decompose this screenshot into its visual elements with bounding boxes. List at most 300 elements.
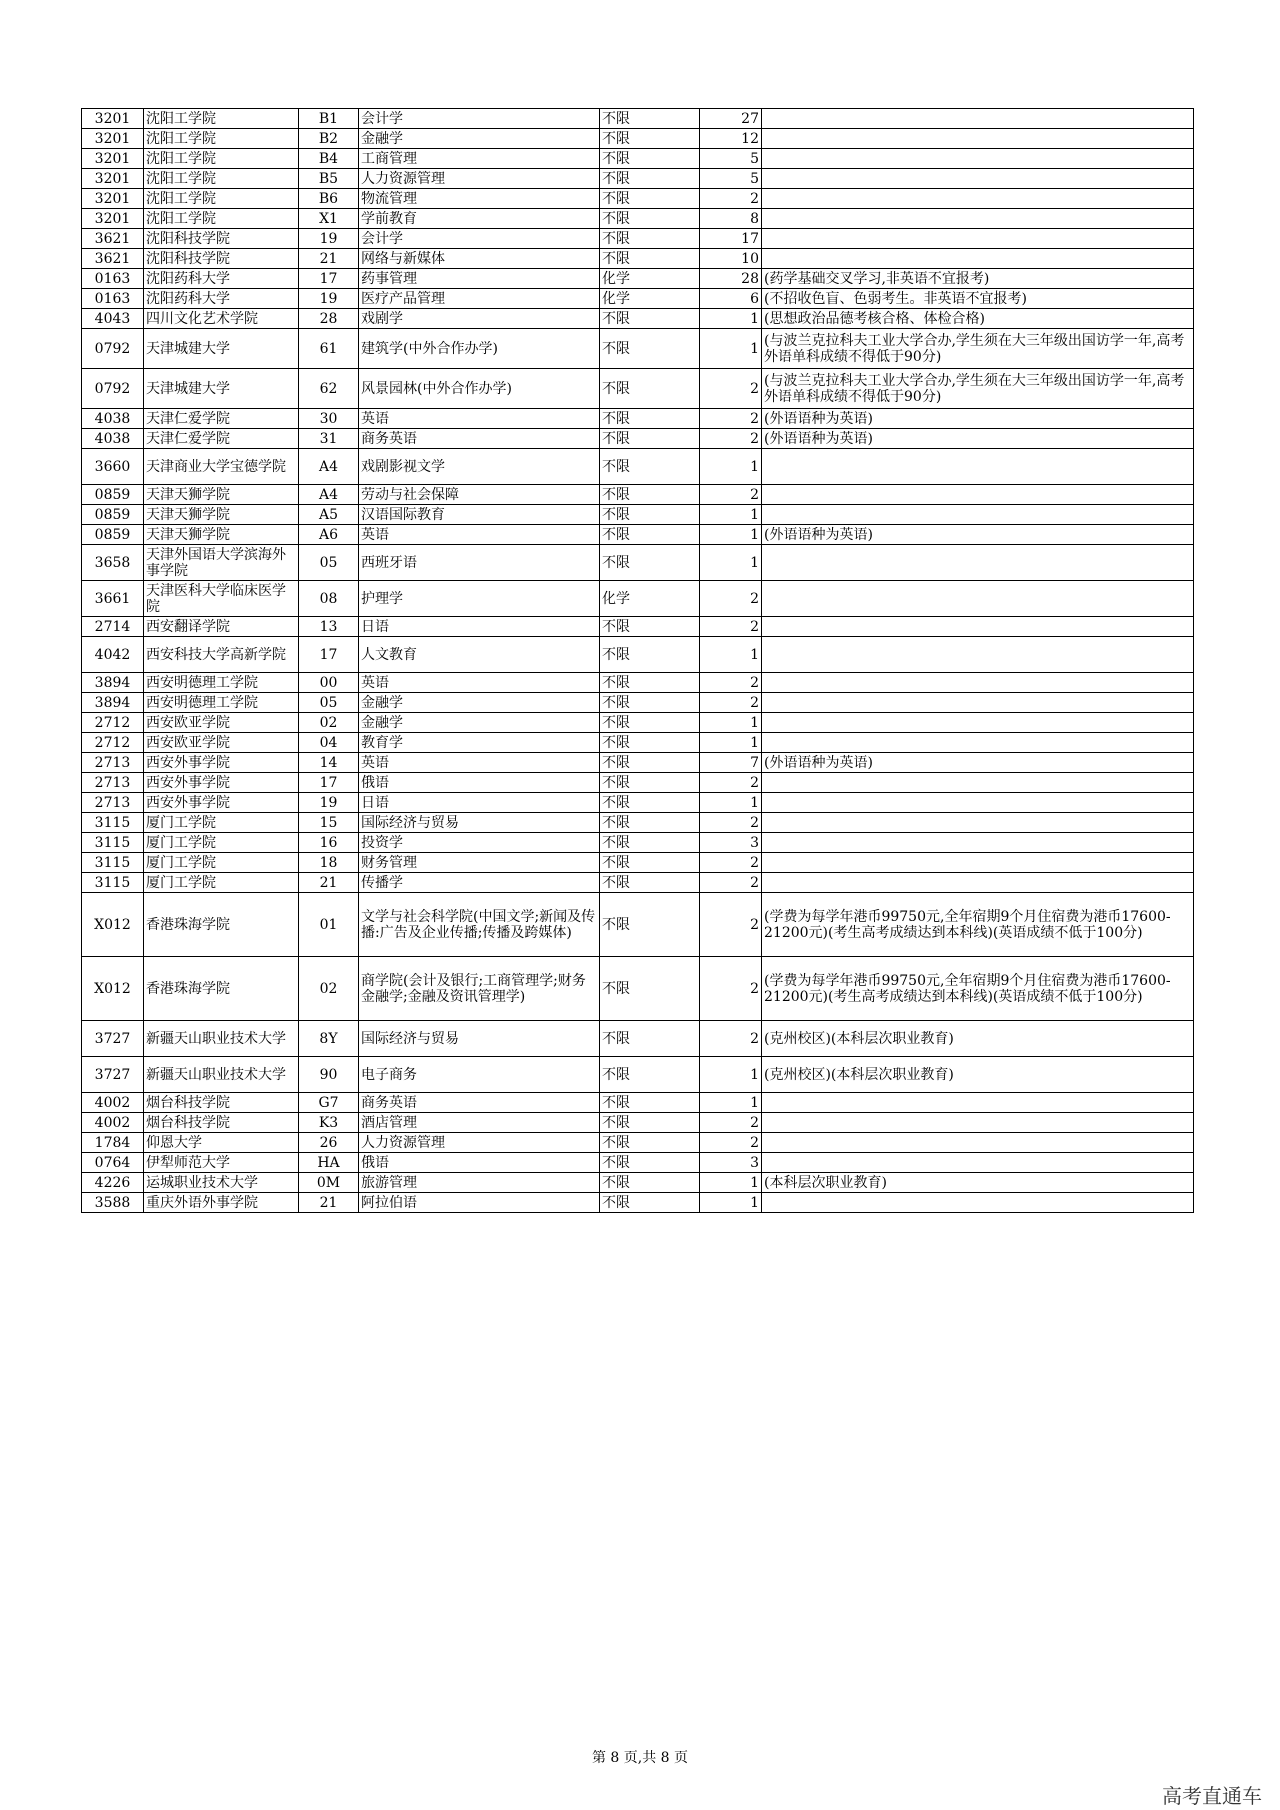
table-row	[82, 581, 1194, 617]
remark-cell	[762, 617, 1194, 637]
school-code-cell: 0163	[82, 289, 144, 309]
major-name-cell: 风景园林(中外合作办学)	[359, 369, 600, 409]
major-name-cell: 英语	[359, 673, 600, 693]
remark-cell	[762, 209, 1194, 229]
table-row	[82, 793, 1194, 813]
table-body	[82, 109, 1194, 1213]
remark-cell	[762, 1093, 1194, 1113]
major-code-cell: 19	[299, 793, 359, 813]
subject-requirement-cell: 不限	[600, 129, 700, 149]
school-name-cell: 沈阳药科大学	[144, 269, 299, 289]
major-name-cell: 戏剧学	[359, 309, 600, 329]
subject-requirement-cell: 不限	[600, 545, 700, 581]
plan-count-cell: 1	[700, 637, 762, 673]
school-name-cell: 天津城建大学	[144, 329, 299, 369]
major-code-cell: 05	[299, 545, 359, 581]
subject-requirement-cell: 不限	[600, 1057, 700, 1093]
major-name-cell: 商务英语	[359, 1093, 600, 1113]
subject-requirement-cell: 不限	[600, 109, 700, 129]
school-name-cell: 烟台科技学院	[144, 1113, 299, 1133]
table-row	[82, 289, 1194, 309]
subject-requirement-cell: 不限	[600, 525, 700, 545]
table-row	[82, 149, 1194, 169]
remark-cell: (外语语种为英语)	[762, 429, 1194, 449]
school-name-cell: 天津外国语大学滨海外事学院	[144, 545, 299, 581]
subject-requirement-cell: 不限	[600, 189, 700, 209]
subject-requirement-cell: 不限	[600, 693, 700, 713]
table-row	[82, 1193, 1194, 1213]
major-name-cell: 戏剧影视文学	[359, 449, 600, 485]
school-code-cell: 4226	[82, 1173, 144, 1193]
major-name-cell: 西班牙语	[359, 545, 600, 581]
plan-count-cell: 17	[700, 229, 762, 249]
remark-cell	[762, 713, 1194, 733]
major-name-cell: 工商管理	[359, 149, 600, 169]
remark-cell	[762, 773, 1194, 793]
remark-cell	[762, 485, 1194, 505]
school-code-cell: 2714	[82, 617, 144, 637]
table-row	[82, 249, 1194, 269]
school-code-cell: 2712	[82, 733, 144, 753]
school-name-cell: 伊犁师范大学	[144, 1153, 299, 1173]
school-name-cell: 厦门工学院	[144, 873, 299, 893]
major-code-cell: 61	[299, 329, 359, 369]
remark-cell	[762, 545, 1194, 581]
school-name-cell: 沈阳工学院	[144, 149, 299, 169]
remark-cell	[762, 853, 1194, 873]
major-name-cell: 文学与社会科学院(中国文学;新闻及传播:广告及企业传播;传播及跨媒体)	[359, 893, 600, 957]
school-code-cell: 3621	[82, 249, 144, 269]
major-code-cell: X1	[299, 209, 359, 229]
major-code-cell: 21	[299, 873, 359, 893]
school-name-cell: 天津仁爱学院	[144, 429, 299, 449]
subject-requirement-cell: 不限	[600, 853, 700, 873]
plan-count-cell: 1	[700, 505, 762, 525]
school-code-cell: 3115	[82, 833, 144, 853]
major-code-cell: 19	[299, 229, 359, 249]
subject-requirement-cell: 不限	[600, 617, 700, 637]
school-code-cell: 3658	[82, 545, 144, 581]
subject-requirement-cell: 不限	[600, 1093, 700, 1113]
major-name-cell: 网络与新媒体	[359, 249, 600, 269]
plan-count-cell: 1	[700, 525, 762, 545]
plan-count-cell: 1	[700, 1173, 762, 1193]
plan-count-cell: 1	[700, 309, 762, 329]
plan-count-cell: 1	[700, 1093, 762, 1113]
school-code-cell: 4002	[82, 1093, 144, 1113]
major-code-cell: B5	[299, 169, 359, 189]
major-code-cell: 26	[299, 1133, 359, 1153]
school-code-cell: 4002	[82, 1113, 144, 1133]
remark-cell: (与波兰克拉科夫工业大学合办,学生须在大三年级出国访学一年,高考外语单科成绩不得低于90分)	[762, 329, 1194, 369]
major-code-cell: B4	[299, 149, 359, 169]
major-name-cell: 物流管理	[359, 189, 600, 209]
table-row	[82, 409, 1194, 429]
major-code-cell: 17	[299, 269, 359, 289]
remark-cell	[762, 129, 1194, 149]
plan-count-cell: 2	[700, 429, 762, 449]
plan-count-cell: 1	[700, 329, 762, 369]
major-code-cell: 18	[299, 853, 359, 873]
school-name-cell: 香港珠海学院	[144, 893, 299, 957]
major-name-cell: 英语	[359, 753, 600, 773]
remark-cell	[762, 673, 1194, 693]
remark-cell	[762, 637, 1194, 673]
school-code-cell: 0764	[82, 1153, 144, 1173]
subject-requirement-cell: 不限	[600, 733, 700, 753]
major-code-cell: 02	[299, 713, 359, 733]
plan-count-cell: 1	[700, 793, 762, 813]
plan-count-cell: 1	[700, 733, 762, 753]
table-row	[82, 329, 1194, 369]
major-code-cell: G7	[299, 1093, 359, 1113]
major-name-cell: 会计学	[359, 229, 600, 249]
plan-count-cell: 2	[700, 1113, 762, 1133]
school-code-cell: 3894	[82, 693, 144, 713]
school-name-cell: 沈阳工学院	[144, 169, 299, 189]
school-name-cell: 香港珠海学院	[144, 957, 299, 1021]
table-row	[82, 813, 1194, 833]
plan-count-cell: 2	[700, 813, 762, 833]
school-name-cell: 西安明德理工学院	[144, 693, 299, 713]
plan-count-cell: 2	[700, 957, 762, 1021]
plan-count-cell: 10	[700, 249, 762, 269]
plan-count-cell: 2	[700, 853, 762, 873]
school-name-cell: 沈阳工学院	[144, 209, 299, 229]
major-name-cell: 药事管理	[359, 269, 600, 289]
subject-requirement-cell: 不限	[600, 409, 700, 429]
school-name-cell: 天津医科大学临床医学院	[144, 581, 299, 617]
table-row	[82, 229, 1194, 249]
major-name-cell: 金融学	[359, 129, 600, 149]
remark-cell	[762, 693, 1194, 713]
school-name-cell: 天津城建大学	[144, 369, 299, 409]
major-name-cell: 财务管理	[359, 853, 600, 873]
table-row	[82, 505, 1194, 525]
table-row	[82, 1057, 1194, 1093]
subject-requirement-cell: 不限	[600, 957, 700, 1021]
subject-requirement-cell: 不限	[600, 773, 700, 793]
school-code-cell: 0859	[82, 485, 144, 505]
table-row	[82, 673, 1194, 693]
remark-cell: (思想政治品德考核合格、体检合格)	[762, 309, 1194, 329]
remark-cell	[762, 449, 1194, 485]
major-code-cell: 90	[299, 1057, 359, 1093]
plan-count-cell: 3	[700, 833, 762, 853]
remark-cell	[762, 505, 1194, 525]
major-name-cell: 人文教育	[359, 637, 600, 673]
school-code-cell: 0163	[82, 269, 144, 289]
major-code-cell: 30	[299, 409, 359, 429]
table-row	[82, 617, 1194, 637]
table-row	[82, 169, 1194, 189]
plan-count-cell: 2	[700, 485, 762, 505]
major-name-cell: 会计学	[359, 109, 600, 129]
major-code-cell: 14	[299, 753, 359, 773]
school-code-cell: 3660	[82, 449, 144, 485]
table-row	[82, 1093, 1194, 1113]
table-row	[82, 545, 1194, 581]
school-code-cell: 2713	[82, 793, 144, 813]
school-name-cell: 西安外事学院	[144, 793, 299, 813]
school-name-cell: 天津商业大学宝德学院	[144, 449, 299, 485]
major-name-cell: 日语	[359, 617, 600, 637]
school-code-cell: 3201	[82, 189, 144, 209]
school-code-cell: 3727	[82, 1057, 144, 1093]
major-name-cell: 俄语	[359, 1153, 600, 1173]
page-number: 第 8 页,共 8 页	[591, 1750, 689, 1766]
school-name-cell: 西安外事学院	[144, 773, 299, 793]
table-row	[82, 369, 1194, 409]
plan-count-cell: 27	[700, 109, 762, 129]
school-code-cell: 3201	[82, 129, 144, 149]
major-code-cell: 31	[299, 429, 359, 449]
remark-cell	[762, 1133, 1194, 1153]
school-name-cell: 天津天狮学院	[144, 505, 299, 525]
major-name-cell: 电子商务	[359, 1057, 600, 1093]
table-row	[82, 449, 1194, 485]
watermark: 高考直通车	[1162, 1784, 1262, 1808]
plan-count-cell: 1	[700, 449, 762, 485]
remark-cell	[762, 189, 1194, 209]
school-name-cell: 运城职业技术大学	[144, 1173, 299, 1193]
major-code-cell: B6	[299, 189, 359, 209]
subject-requirement-cell: 不限	[600, 753, 700, 773]
remark-cell	[762, 109, 1194, 129]
remark-cell: (药学基础交叉学习,非英语不宜报考)	[762, 269, 1194, 289]
school-name-cell: 西安翻译学院	[144, 617, 299, 637]
subject-requirement-cell: 不限	[600, 1193, 700, 1213]
subject-requirement-cell: 不限	[600, 169, 700, 189]
remark-cell	[762, 793, 1194, 813]
remark-cell	[762, 1193, 1194, 1213]
major-name-cell: 教育学	[359, 733, 600, 753]
plan-count-cell: 2	[700, 581, 762, 617]
school-name-cell: 沈阳科技学院	[144, 249, 299, 269]
subject-requirement-cell: 不限	[600, 429, 700, 449]
major-code-cell: 00	[299, 673, 359, 693]
school-name-cell: 厦门工学院	[144, 853, 299, 873]
major-code-cell: 15	[299, 813, 359, 833]
table-row	[82, 893, 1194, 957]
subject-requirement-cell: 不限	[600, 713, 700, 733]
plan-count-cell: 2	[700, 693, 762, 713]
table-row	[82, 309, 1194, 329]
school-name-cell: 仰恩大学	[144, 1133, 299, 1153]
plan-count-cell: 12	[700, 129, 762, 149]
plan-count-cell: 1	[700, 713, 762, 733]
school-name-cell: 新疆天山职业技术大学	[144, 1057, 299, 1093]
school-code-cell: 3621	[82, 229, 144, 249]
school-code-cell: 3201	[82, 109, 144, 129]
subject-requirement-cell: 化学	[600, 581, 700, 617]
subject-requirement-cell: 不限	[600, 329, 700, 369]
major-code-cell: 19	[299, 289, 359, 309]
remark-cell	[762, 581, 1194, 617]
major-name-cell: 商学院(会计及银行;工商管理学;财务金融学;金融及资讯管理学)	[359, 957, 600, 1021]
remark-cell	[762, 833, 1194, 853]
major-code-cell: A4	[299, 449, 359, 485]
school-code-cell: X012	[82, 893, 144, 957]
remark-cell: (外语语种为英语)	[762, 525, 1194, 545]
school-name-cell: 天津仁爱学院	[144, 409, 299, 429]
major-name-cell: 建筑学(中外合作办学)	[359, 329, 600, 369]
major-name-cell: 阿拉伯语	[359, 1193, 600, 1213]
remark-cell: (与波兰克拉科夫工业大学合办,学生须在大三年级出国访学一年,高考外语单科成绩不得低于90分)	[762, 369, 1194, 409]
school-code-cell: 0792	[82, 329, 144, 369]
plan-count-cell: 1	[700, 545, 762, 581]
subject-requirement-cell: 不限	[600, 149, 700, 169]
major-name-cell: 金融学	[359, 693, 600, 713]
plan-count-cell: 2	[700, 189, 762, 209]
table-row	[82, 525, 1194, 545]
major-name-cell: 护理学	[359, 581, 600, 617]
plan-count-cell: 2	[700, 617, 762, 637]
major-code-cell: A6	[299, 525, 359, 545]
major-name-cell: 英语	[359, 525, 600, 545]
school-code-cell: 3201	[82, 209, 144, 229]
major-code-cell: 02	[299, 957, 359, 1021]
major-name-cell: 国际经济与贸易	[359, 813, 600, 833]
major-code-cell: 62	[299, 369, 359, 409]
major-name-cell: 英语	[359, 409, 600, 429]
admission-plan-table	[81, 108, 1194, 1213]
subject-requirement-cell: 不限	[600, 813, 700, 833]
remark-cell	[762, 733, 1194, 753]
table-row	[82, 209, 1194, 229]
subject-requirement-cell: 不限	[600, 1021, 700, 1057]
table-row	[82, 129, 1194, 149]
school-code-cell: 3727	[82, 1021, 144, 1057]
major-code-cell: 16	[299, 833, 359, 853]
school-name-cell: 天津天狮学院	[144, 525, 299, 545]
school-code-cell: 3115	[82, 853, 144, 873]
subject-requirement-cell: 不限	[600, 637, 700, 673]
major-code-cell: 21	[299, 1193, 359, 1213]
table-row	[82, 833, 1194, 853]
school-name-cell: 烟台科技学院	[144, 1093, 299, 1113]
major-code-cell: 8Y	[299, 1021, 359, 1057]
major-code-cell: A4	[299, 485, 359, 505]
subject-requirement-cell: 不限	[600, 449, 700, 485]
major-name-cell: 日语	[359, 793, 600, 813]
major-name-cell: 医疗产品管理	[359, 289, 600, 309]
school-name-cell: 西安外事学院	[144, 753, 299, 773]
school-code-cell: 3894	[82, 673, 144, 693]
school-code-cell: 2712	[82, 713, 144, 733]
table-row	[82, 873, 1194, 893]
major-name-cell: 人力资源管理	[359, 169, 600, 189]
plan-count-cell: 28	[700, 269, 762, 289]
plan-count-cell: 1	[700, 1193, 762, 1213]
plan-count-cell: 2	[700, 773, 762, 793]
remark-cell	[762, 873, 1194, 893]
table-row	[82, 713, 1194, 733]
major-code-cell: 04	[299, 733, 359, 753]
remark-cell	[762, 1153, 1194, 1173]
school-code-cell: 3115	[82, 873, 144, 893]
plan-count-cell: 8	[700, 209, 762, 229]
plan-count-cell: 2	[700, 409, 762, 429]
plan-count-cell: 2	[700, 673, 762, 693]
subject-requirement-cell: 不限	[600, 1133, 700, 1153]
plan-count-cell: 2	[700, 1133, 762, 1153]
subject-requirement-cell: 化学	[600, 289, 700, 309]
school-name-cell: 西安科技大学高新学院	[144, 637, 299, 673]
table-row	[82, 1113, 1194, 1133]
school-name-cell: 沈阳工学院	[144, 189, 299, 209]
school-code-cell: 4042	[82, 637, 144, 673]
school-name-cell: 四川文化艺术学院	[144, 309, 299, 329]
major-code-cell: A5	[299, 505, 359, 525]
remark-cell: (克州校区)(本科层次职业教育)	[762, 1057, 1194, 1093]
school-name-cell: 西安欧亚学院	[144, 733, 299, 753]
school-code-cell: 3588	[82, 1193, 144, 1213]
table-row	[82, 1153, 1194, 1173]
subject-requirement-cell: 不限	[600, 505, 700, 525]
school-code-cell: 4043	[82, 309, 144, 329]
table-row	[82, 429, 1194, 449]
major-name-cell: 旅游管理	[359, 1173, 600, 1193]
remark-cell	[762, 229, 1194, 249]
remark-cell: (外语语种为英语)	[762, 753, 1194, 773]
school-code-cell: 0859	[82, 525, 144, 545]
major-code-cell: 0M	[299, 1173, 359, 1193]
table-row	[82, 957, 1194, 1021]
table-row	[82, 1021, 1194, 1057]
subject-requirement-cell: 化学	[600, 269, 700, 289]
major-code-cell: 17	[299, 637, 359, 673]
subject-requirement-cell: 不限	[600, 485, 700, 505]
table-row	[82, 853, 1194, 873]
table-row	[82, 189, 1194, 209]
major-code-cell: 17	[299, 773, 359, 793]
plan-count-cell: 5	[700, 169, 762, 189]
plan-count-cell: 1	[700, 1057, 762, 1093]
plan-count-cell: 5	[700, 149, 762, 169]
major-code-cell: 13	[299, 617, 359, 637]
subject-requirement-cell: 不限	[600, 1173, 700, 1193]
remark-cell	[762, 249, 1194, 269]
school-code-cell: 3201	[82, 149, 144, 169]
remark-cell	[762, 169, 1194, 189]
remark-cell: (克州校区)(本科层次职业教育)	[762, 1021, 1194, 1057]
school-name-cell: 沈阳工学院	[144, 109, 299, 129]
table-row	[82, 485, 1194, 505]
school-name-cell: 西安欧亚学院	[144, 713, 299, 733]
major-name-cell: 传播学	[359, 873, 600, 893]
school-code-cell: 0792	[82, 369, 144, 409]
major-name-cell: 劳动与社会保障	[359, 485, 600, 505]
major-code-cell: 28	[299, 309, 359, 329]
school-code-cell: 3661	[82, 581, 144, 617]
remark-cell	[762, 149, 1194, 169]
remark-cell	[762, 1113, 1194, 1133]
school-name-cell: 重庆外语外事学院	[144, 1193, 299, 1213]
school-name-cell: 厦门工学院	[144, 813, 299, 833]
remark-cell: (学费为每学年港币99750元,全年宿期9个月住宿费为港币17600-21200元)(考生高考成绩达到本科线)(英语成绩不低于100分)	[762, 893, 1194, 957]
major-code-cell: 21	[299, 249, 359, 269]
plan-count-cell: 2	[700, 893, 762, 957]
school-code-cell: 4038	[82, 429, 144, 449]
plan-count-cell: 2	[700, 873, 762, 893]
school-code-cell: X012	[82, 957, 144, 1021]
remark-cell: (本科层次职业教育)	[762, 1173, 1194, 1193]
remark-cell: (外语语种为英语)	[762, 409, 1194, 429]
major-name-cell: 酒店管理	[359, 1113, 600, 1133]
plan-count-cell: 2	[700, 369, 762, 409]
plan-count-cell: 2	[700, 1021, 762, 1057]
